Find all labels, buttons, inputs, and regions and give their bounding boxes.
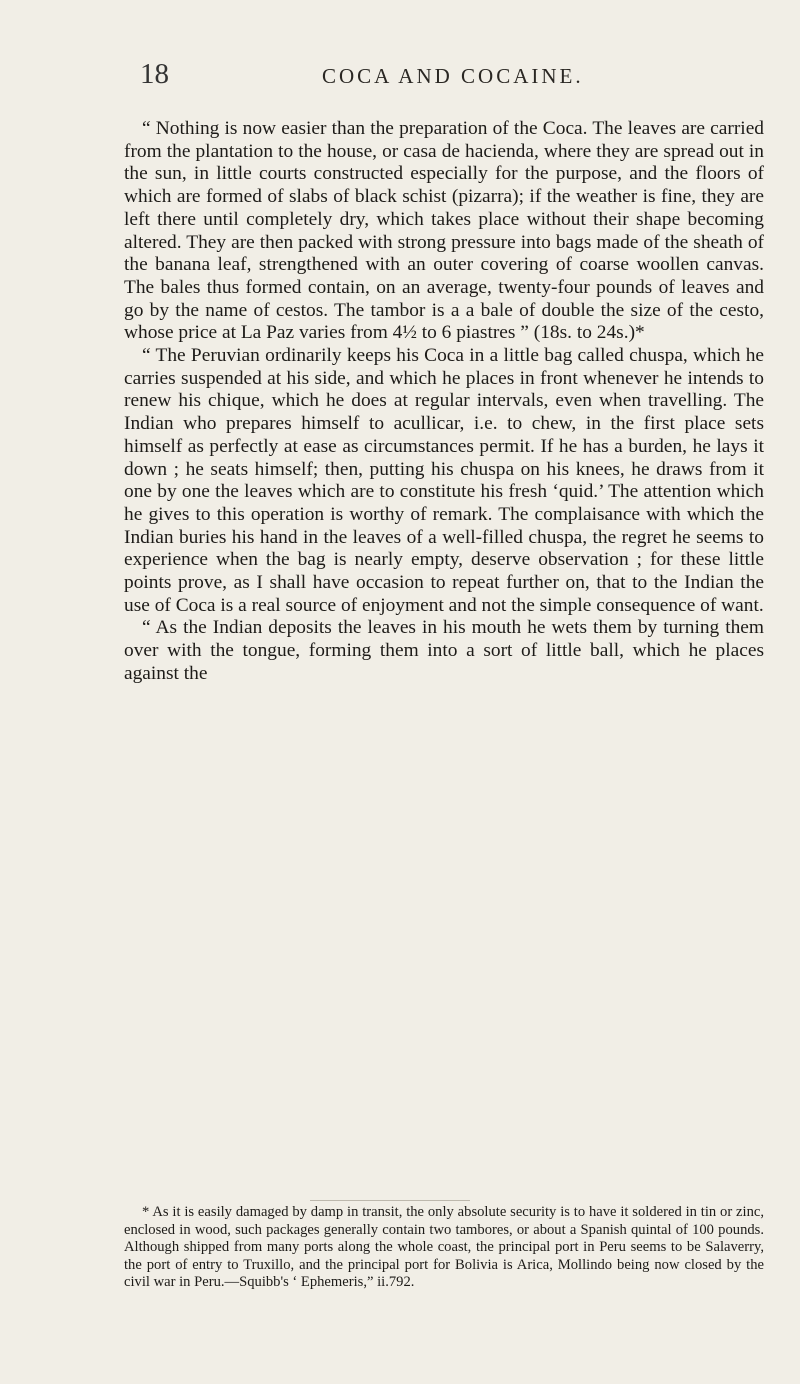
page-header bbox=[140, 58, 780, 98]
footnote-divider bbox=[310, 1200, 470, 1201]
footnote-text: * As it is easily damaged by damp in transit, the only absolute security is to have it soldered in tin or zinc, enclosed in wood, such packages generally contain two tambores, or about a Spanish quintal of 100 pounds. Although shipped from many ports along the whole coast, the principal port in Peru seems to be Salaverry, the port of entry to Truxillo, and the principal port for Bolivia is Arica, Mollindo being now closed by the civil war in Peru.—Squibb's ‘ Ephemeris,” ii.792. bbox=[124, 1204, 764, 1291]
paragraph-preparation: “ Nothing is now easier than the preparation of the Coca. The leaves are carried from the plantation to the house, or casa de hacienda, where they are spread out in the sun, in little courts constructed especially for the purpose, and the floors of which are formed of slabs of black schist (pizarra); if the weather is fine, they are left there until completely dry, which takes place without their shape becoming altered. They are then packed with strong pressure into bags made of the sheath of the banana leaf, strengthened with an outer covering of coarse woollen canvas. The bales thus formed contain, on an average, twenty-four pounds of leaves and go by the name of cestos. The tambor is a a bale of double the size of the cesto, whose price at La Paz varies from 4½ to 6 piastres ” (18s. to 24s.)* bbox=[124, 118, 764, 344]
paragraph-deposit: “ As the Indian deposits the leaves in his mouth he wets them by turning them over with the tongue, forming them into a sort of little ball, which he places against the bbox=[124, 617, 764, 684]
body-text bbox=[124, 118, 764, 686]
footnote bbox=[124, 1204, 764, 1292]
paragraph-chuspa: “ The Peruvian ordinarily keeps his Coca in a little bag called chuspa, which he carries suspended at his side, and which he places in front whenever he intends to renew his chique, which he does at regular intervals, even when travelling. The Indian who prepares himself to acullicar, i.e. to chew, in the first place sets himself as perfectly at ease as circumstances permit. If he has a burden, he lays it down ; he seats himself; then, putting his chuspa on his knees, he draws from it one by one the leaves which are to constitute his fresh ‘quid.’ The attention which he gives to this operation is worthy of remark. The complaisance with which the Indian buries his hand in the leaves of a well-filled chuspa, the regret he seems to experience when the bag is nearly empty, deserve observation ; for these little points prove, as I shall have occasion to repeat further on, that to the Indian the use of Coca is a real source of enjoyment and not the simple consequence of want. bbox=[124, 345, 764, 616]
page-number: 18 bbox=[140, 58, 169, 90]
running-title: COCA AND COCAINE. bbox=[322, 64, 584, 88]
